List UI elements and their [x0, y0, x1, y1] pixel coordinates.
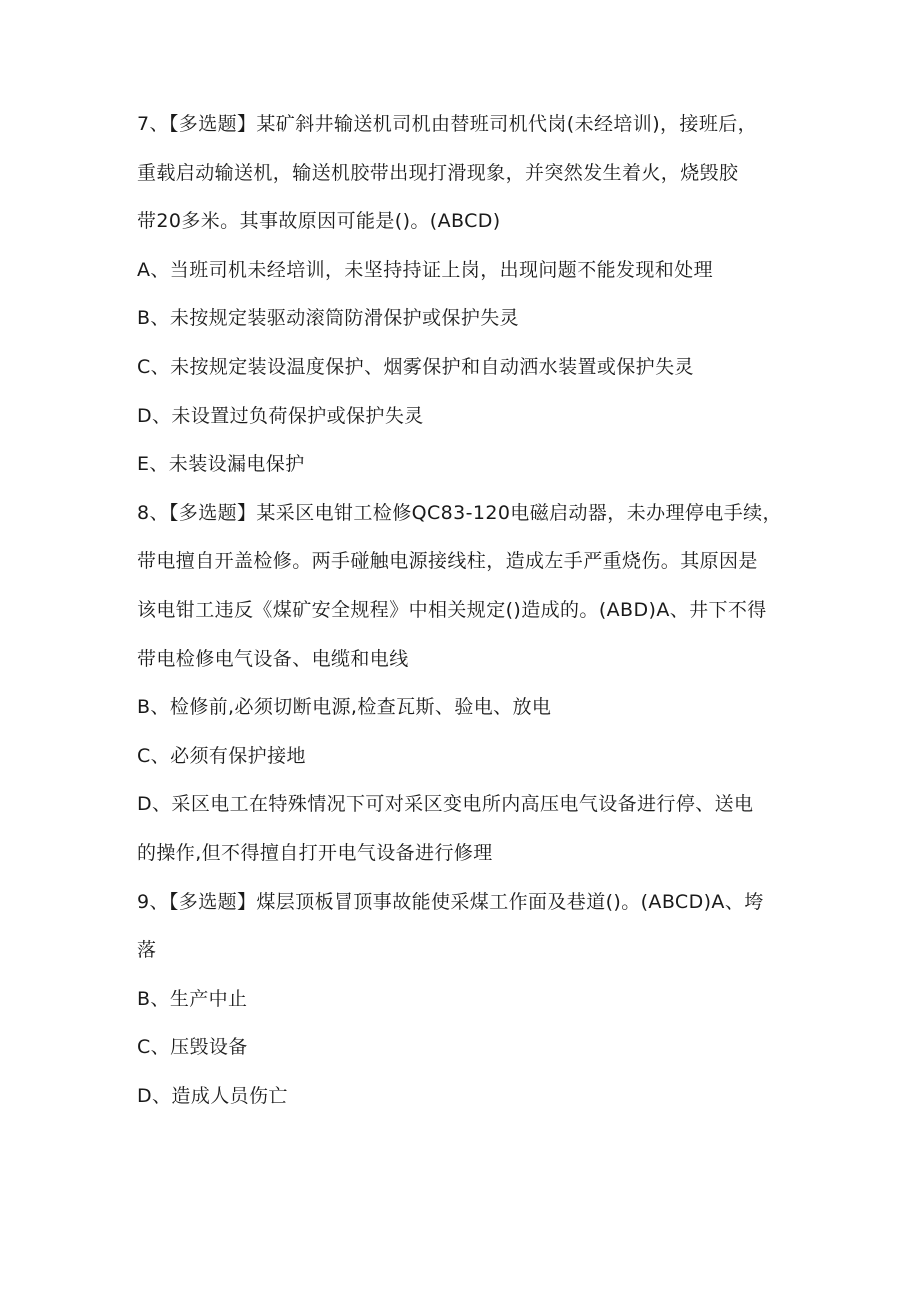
- question-8-option-c: C、必须有保护接地: [137, 744, 306, 767]
- question-8-option-b: B、检修前,必须切断电源,检查瓦斯、验电、放电: [137, 696, 552, 719]
- question-9-stem-line-2: 落: [137, 939, 157, 962]
- question-7-option-c: C、未按规定装设温度保护、烟雾保护和自动洒水装置或保护失灵: [137, 355, 694, 378]
- question-9-stem-line-1: 9、【多选题】煤层顶板冒顶事故能使采煤工作面及巷道()。(ABCD)A、垮: [137, 890, 764, 913]
- question-8-stem-line-2: 带电擅自开盖检修。两手碰触电源接线柱，造成左手严重烧伤。其原因是: [137, 550, 758, 573]
- question-7-stem-line-1: 7、【多选题】某矿斜井输送机司机由替班司机代岗(未经培训)，接班后，: [137, 113, 758, 135]
- question-7-option-a: A、当班司机未经培训，未坚持持证上岗，出现问题不能发现和处理: [137, 258, 713, 281]
- question-7: [137, 112, 789, 476]
- question-8-stem-line-4: 带电检修电气设备、电缆和电线: [137, 647, 409, 670]
- question-7-stem-line-2: 重载启动输送机，输送机胶带出现打滑现象，并突然发生着火，烧毁胶: [137, 161, 739, 184]
- question-7-stem-line-3: 带20多米。其事故原因可能是()。(ABCD): [137, 210, 501, 233]
- question-9-option-d: D、造成人员伤亡: [137, 1084, 288, 1107]
- question-7-option-d: D、未设置过负荷保护或保护失灵: [137, 404, 424, 427]
- document-content: [137, 112, 789, 1132]
- question-8-stem-line-3: 该电钳工违反《煤矿安全规程》中相关规定()造成的。(ABD)A、井下不得: [137, 598, 767, 621]
- question-8: [137, 501, 789, 865]
- question-9-option-c: C、压毁设备: [137, 1036, 248, 1059]
- question-7-option-e: E、未装设漏电保护: [137, 453, 305, 476]
- question-8-option-d-continued: 的操作,但不得擅自打开电气设备进行修理: [137, 841, 493, 864]
- question-8-stem-line-1: 8、【多选题】某采区电钳工检修QC83-120电磁启动器，未办理停电手续，: [137, 501, 782, 524]
- question-7-option-b: B、未按规定装驱动滚筒防滑保护或保护失灵: [137, 307, 520, 330]
- question-9: [137, 890, 789, 1108]
- question-9-option-b: B、生产中止: [137, 987, 248, 1010]
- question-8-option-d: D、采区电工在特殊情况下可对采区变电所内高压电气设备进行停、送电: [137, 793, 754, 816]
